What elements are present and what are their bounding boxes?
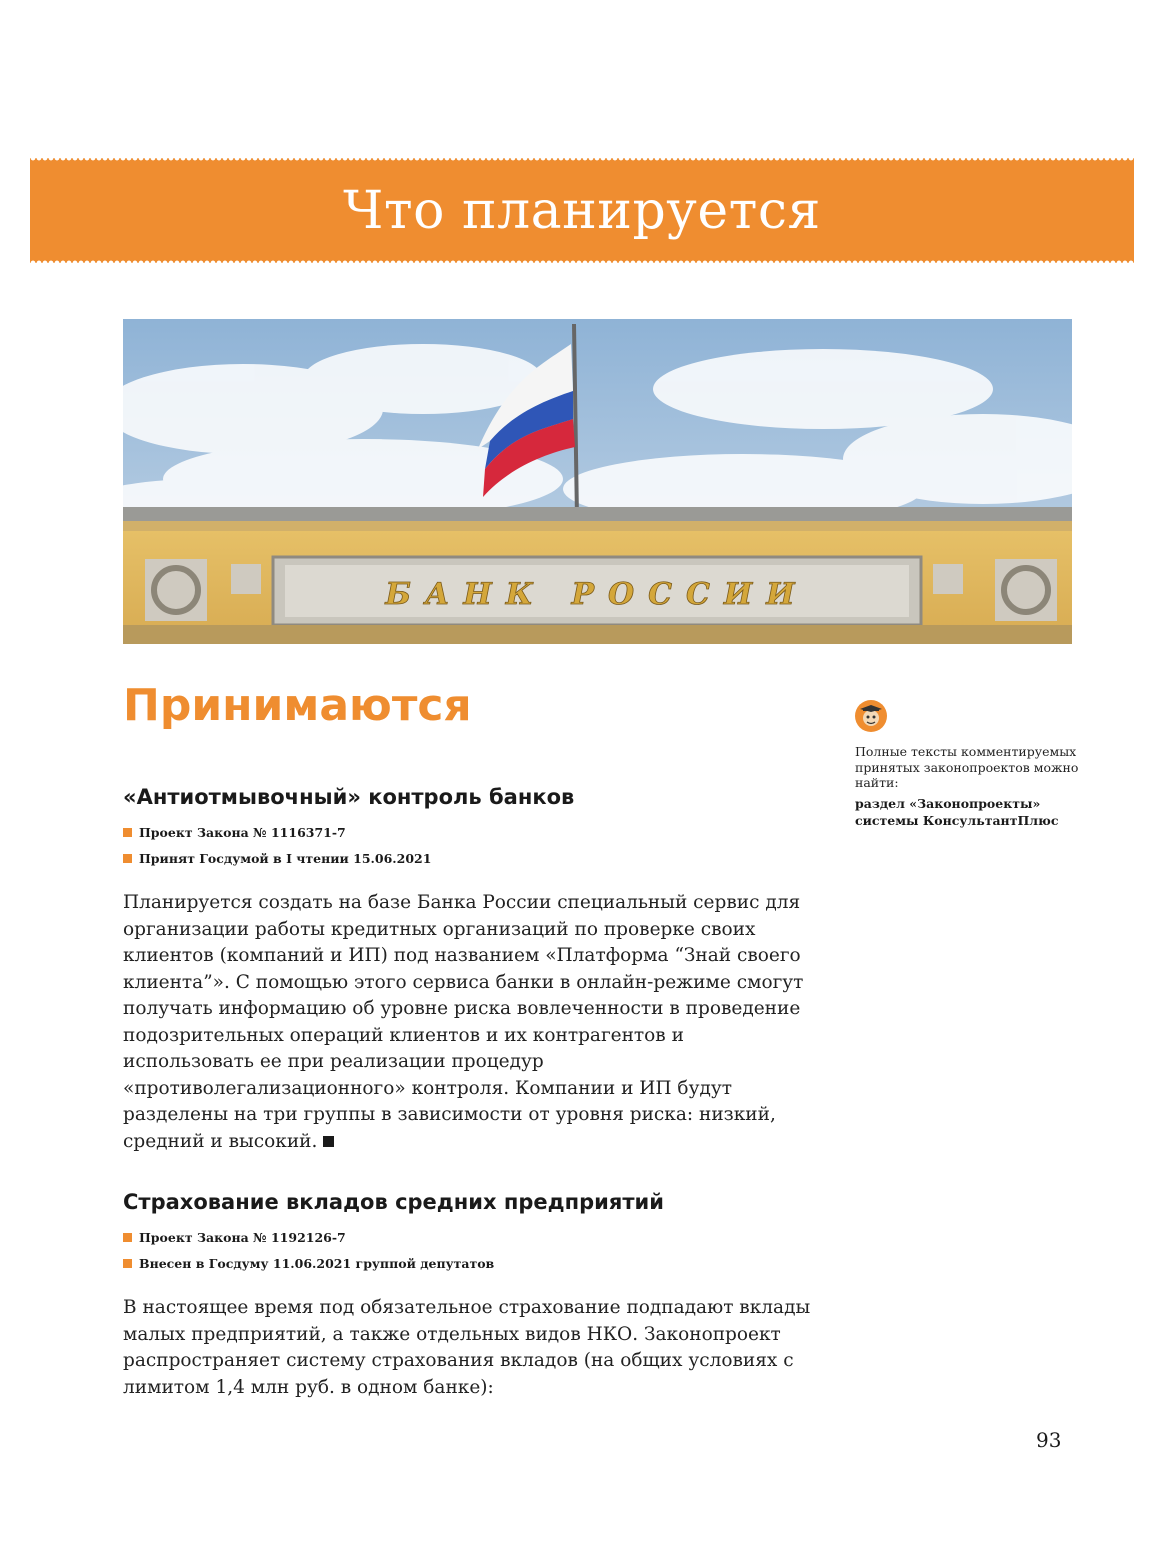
article-deposit-insurance: [123, 1190, 813, 1401]
professor-avatar-icon: [855, 700, 887, 732]
section-heading: Принимаются: [123, 680, 472, 731]
article-meta-list: [123, 825, 813, 866]
meta-item: Принят Госдумой в I чтении 15.06.2021: [123, 851, 813, 866]
bullet-square-icon: [123, 1233, 132, 1242]
banner-title: Что планируется: [343, 180, 821, 241]
meta-item: Проект Закона № 1116371-7: [123, 825, 813, 840]
meta-item: Проект Закона № 1192126-7: [123, 1230, 813, 1245]
sidebar-note-text: Полные тексты комментируемых принятых законопроектов можно найти:: [855, 744, 1079, 790]
bullet-square-icon: [123, 1259, 132, 1268]
article-body: Планируется создать на базе Банка России специальный сервис для организации работы кредитных организаций по проверке своих клиентов (компаний и ИП) под названием «Платформа “Знай своего клиента”». С помощью этого сервиса банки в онлайн-режиме смогут получать информацию об уровне риска вовлеченности в проведение подозрительных операций клиентов и их контрагентов и использовать ее при реализации процедур «противолегализационного» контроля. Компании и ИП будут разделены на три группы в зависимости от уровня риска: низкий, средний и высокий.: [123, 892, 804, 1152]
bank-building-image: [123, 319, 1072, 644]
bullet-square-icon: [123, 828, 132, 837]
bullet-square-icon: [123, 854, 132, 863]
article-title: Страхование вкладов средних предприятий: [123, 1190, 664, 1214]
sidebar-note: [855, 700, 1095, 829]
bank-of-russia-photo: [123, 319, 1072, 644]
page-banner: [30, 158, 1134, 263]
right-wreath-ornament: [995, 559, 1057, 621]
sidebar-reference-link[interactable]: раздел «Законопроекты» системы КонсультантПлюс: [855, 795, 1059, 828]
article-meta-list: [123, 1230, 813, 1271]
left-wreath-ornament: [145, 559, 207, 621]
article-antilaundering: [123, 785, 813, 1155]
meta-item: Внесен в Госдуму 11.06.2021 группой депутатов: [123, 1256, 813, 1271]
bank-sign-text: БАНК РОССИИ: [385, 577, 809, 612]
article-title: «Антиотмывочный» контроль банков: [123, 785, 575, 809]
page-number: 93: [1036, 1428, 1062, 1452]
article-body: В настоящее время под обязательное страхование подпадают вклады малых предприятий, а также отдельных видов НКО. Законопроект распространяет систему страхования вкладов (на общих условиях с лимитом 1,4 млн руб. в одном банке):: [123, 1297, 811, 1398]
end-of-article-icon: [323, 1136, 334, 1147]
